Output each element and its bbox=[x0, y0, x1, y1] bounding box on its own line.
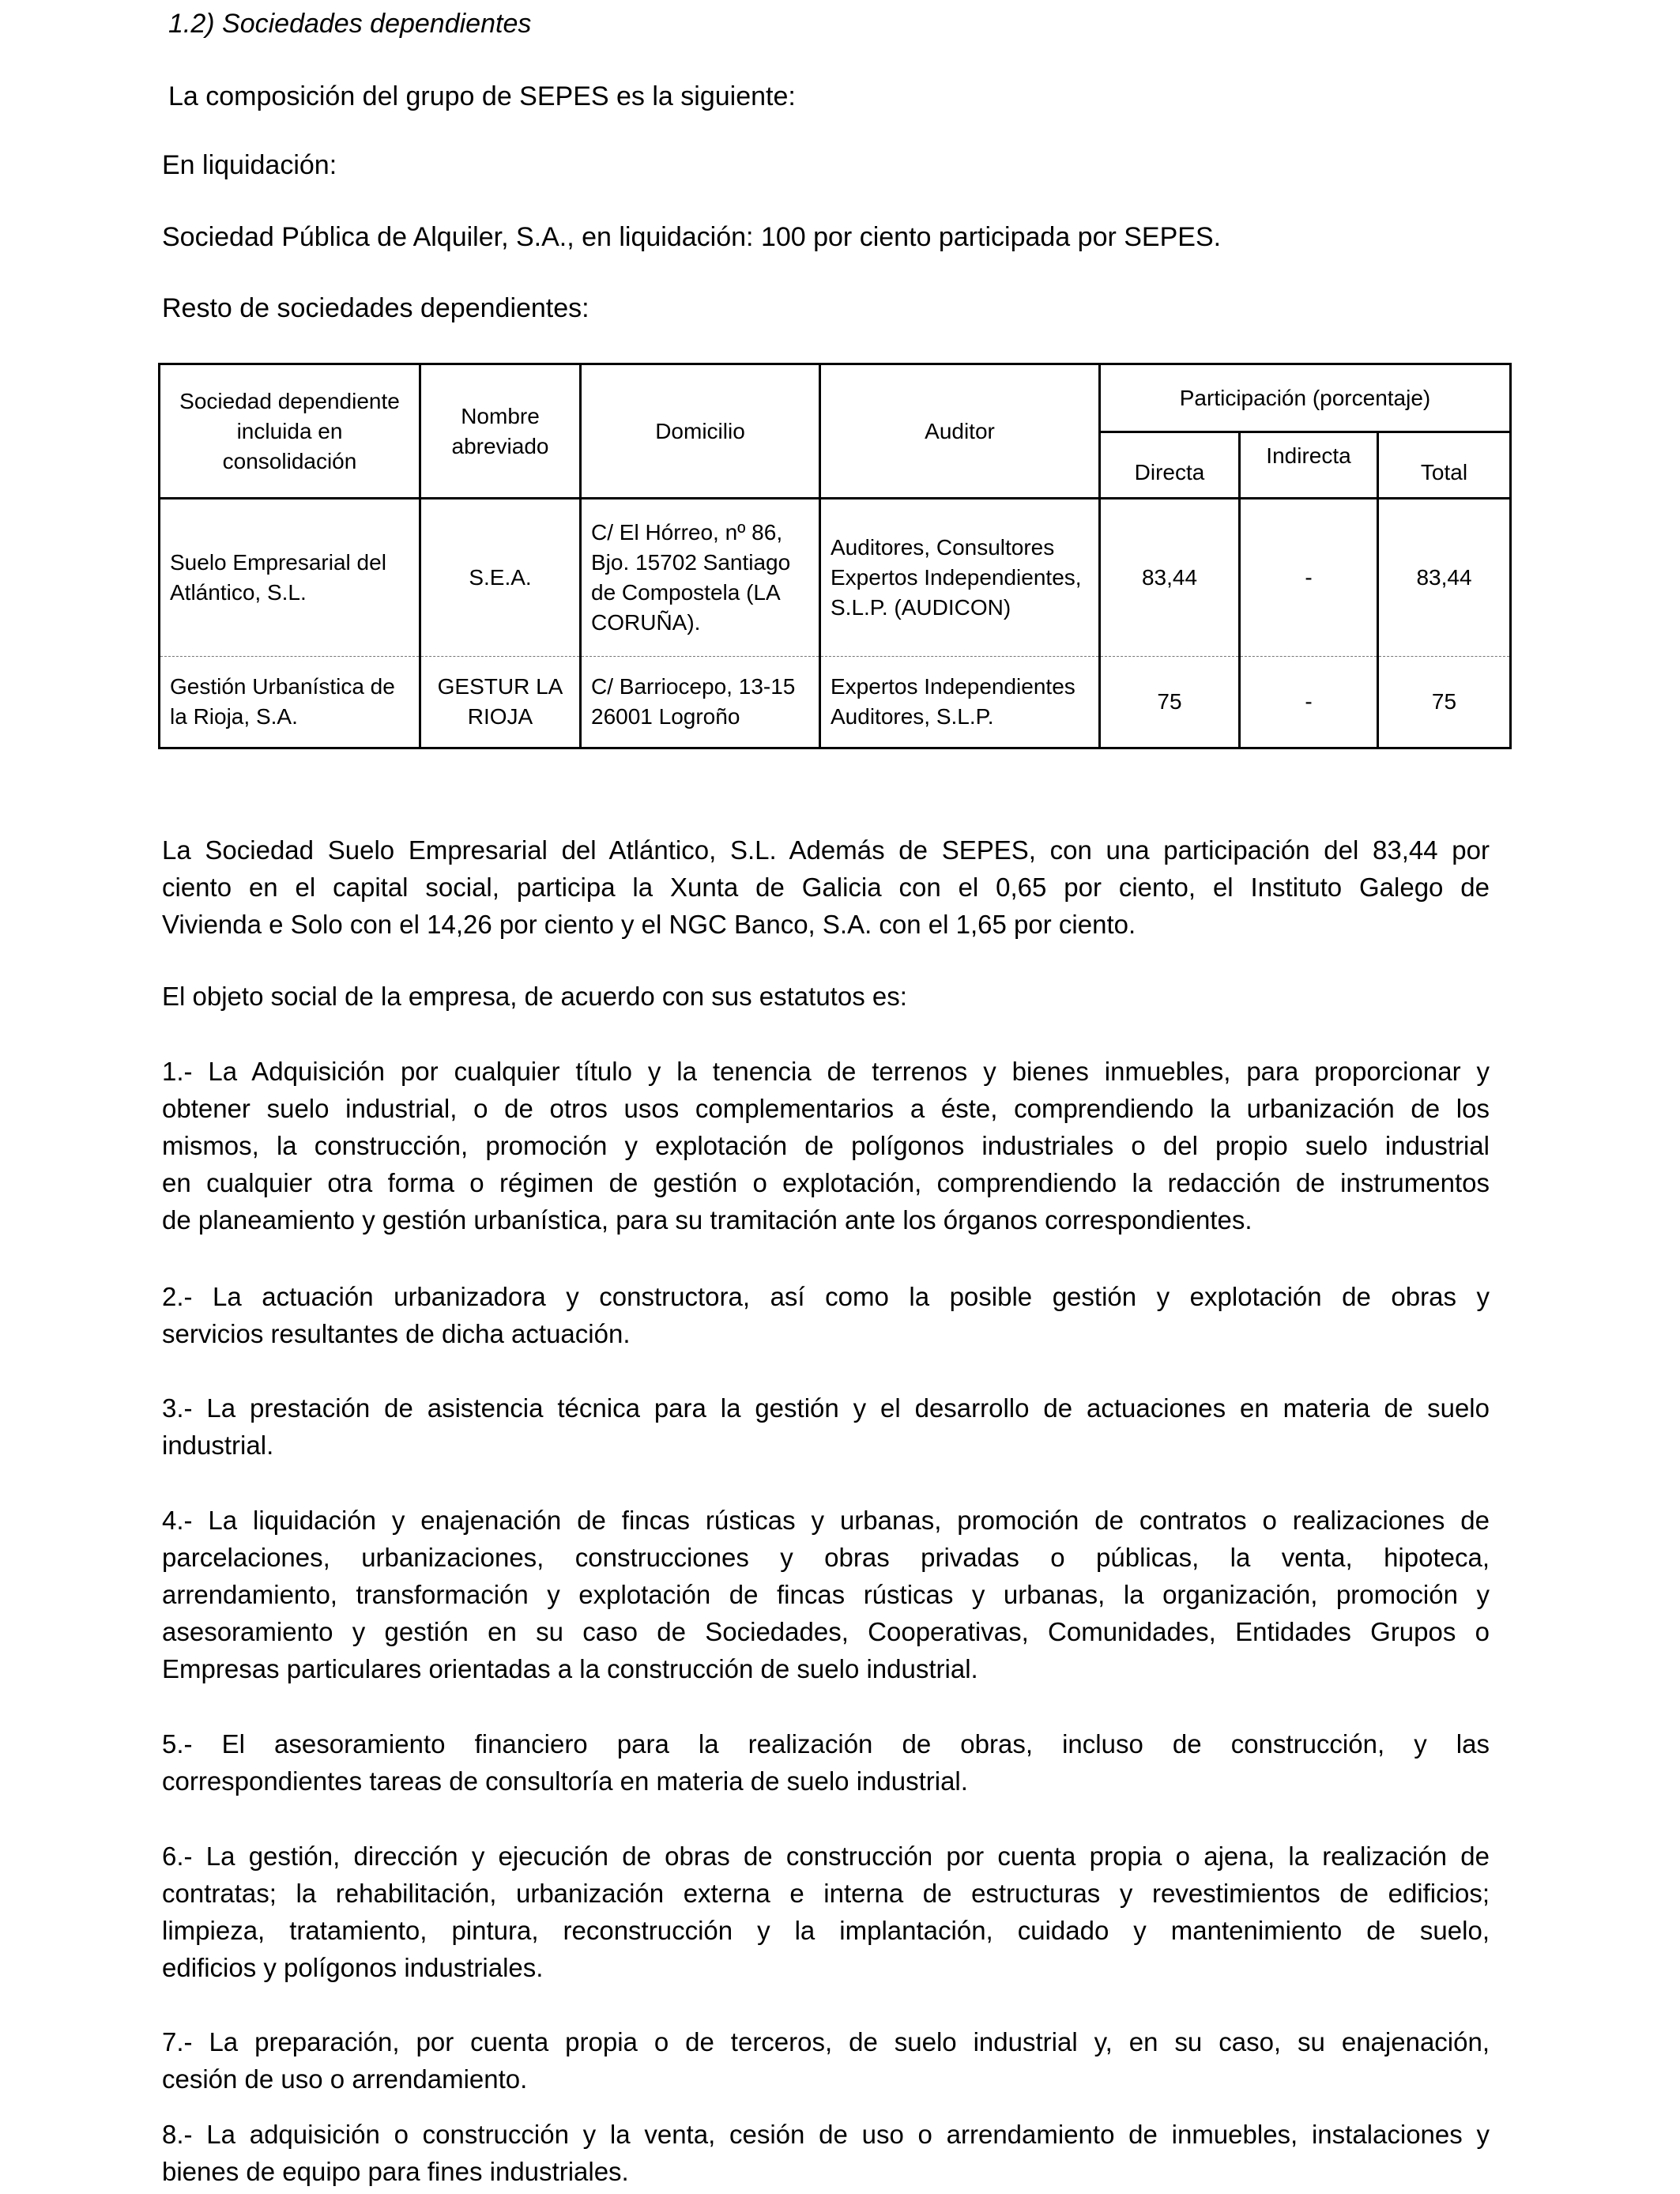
liquidation-label: En liquidación: bbox=[162, 150, 337, 180]
objeto-item-4 bbox=[162, 1502, 1490, 1687]
cell-domicilio: C/ El Hórreo, nº 86, Bjo. 15702 Santiago de Compostela (LA CORUÑA). bbox=[581, 499, 820, 657]
header-total: Total bbox=[1378, 432, 1511, 499]
subsidiaries-table bbox=[158, 363, 1512, 749]
cell-directa: 83,44 bbox=[1100, 499, 1240, 657]
paragraph-line: 3.- La prestación de asistencia técnica para la gestión y el desarrollo de actuaciones en materia de suelo bbox=[162, 1393, 1490, 1423]
cell-total: 83,44 bbox=[1378, 499, 1511, 657]
paragraph-line: ciento en el capital social, participa la Xunta de Galicia con el 0,65 por ciento, el Instituto Galego de bbox=[162, 873, 1490, 902]
paragraph-line: 2.- La actuación urbanizadora y constructora, así como la posible gestión y explotación de obras y bbox=[162, 1282, 1490, 1311]
cell-directa: 75 bbox=[1100, 657, 1240, 748]
paragraph-line: obtener suelo industrial, o de otros usos complementarios a éste, comprendiendo la urbanización de los bbox=[162, 1094, 1490, 1123]
paragraph-line: edificios y polígonos industriales. bbox=[162, 1953, 544, 1982]
objeto-item-2 bbox=[162, 1278, 1490, 1352]
paragraph-line: 6.- La gestión, dirección y ejecución de obras de construcción por cuenta propia o ajena, la realización de bbox=[162, 1842, 1490, 1871]
liquidation-text: Sociedad Pública de Alquiler, S.A., en liquidación: 100 por ciento participada por SEPES. bbox=[162, 222, 1222, 252]
cell-nombre: S.E.A. bbox=[420, 499, 581, 657]
paragraph-line: 7.- La preparación, por cuenta propia o de terceros, de suelo industrial y, en su caso, su enajenación, bbox=[162, 2027, 1490, 2056]
header-directa: Directa bbox=[1100, 432, 1240, 499]
paragraph-line: servicios resultantes de dicha actuación. bbox=[162, 1319, 631, 1348]
paragraph-line: de planeamiento y gestión urbanística, para su tramitación ante los órganos correspondientes. bbox=[162, 1205, 1252, 1235]
paragraph-line: industrial. bbox=[162, 1431, 274, 1460]
header-indirecta: Indirecta bbox=[1240, 432, 1378, 499]
objeto-item-3 bbox=[162, 1389, 1490, 1464]
cell-sociedad: Suelo Empresarial del Atlántico, S.L. bbox=[160, 499, 420, 657]
objeto-item-7 bbox=[162, 2023, 1490, 2098]
paragraph-line: 8.- La adquisición o construcción y la venta, cesión de uso o arrendamiento de inmuebles, instalaciones y bbox=[162, 2120, 1490, 2149]
table-row bbox=[160, 499, 1511, 657]
paragraph-line: La Sociedad Suelo Empresarial del Atlántico, S.L. Además de SEPES, con una participación del 83,44 por bbox=[162, 835, 1490, 865]
cell-total: 75 bbox=[1378, 657, 1511, 748]
cell-domicilio: C/ Barriocepo, 13-15 26001 Logroño bbox=[581, 657, 820, 748]
objeto-item-5 bbox=[162, 1725, 1490, 1800]
table-row bbox=[160, 657, 1511, 748]
paragraph-line: correspondientes tareas de consultoría en materia de suelo industrial. bbox=[162, 1766, 968, 1796]
paragraph-line: Vivienda e Solo con el 14,26 por ciento y el NGC Banco, S.A. con el 1,65 por ciento. bbox=[162, 910, 1136, 939]
paragraph-line: 4.- La liquidación y enajenación de fincas rústicas y urbanas, promoción de contratos o realizaciones de bbox=[162, 1506, 1490, 1535]
cell-indirecta: - bbox=[1240, 499, 1378, 657]
paragraph-line: limpieza, tratamiento, pintura, reconstrucción y la implantación, cuidado y mantenimiento de suelo, bbox=[162, 1916, 1490, 1945]
header-participacion: Participación (porcentaje) bbox=[1100, 364, 1511, 432]
objeto-item-6 bbox=[162, 1838, 1490, 1986]
paragraph-line: arrendamiento, transformación y explotación de fincas rústicas y urbanas, la organización, promoción y bbox=[162, 1580, 1490, 1609]
header-auditor: Auditor bbox=[820, 364, 1100, 499]
paragraph-line: contratas; la rehabilitación, urbanización externa e interna de estructuras y revestimientos de edificios; bbox=[162, 1879, 1490, 1908]
sea-participation-paragraph bbox=[162, 831, 1490, 943]
intro-text: La composición del grupo de SEPES es la siguiente: bbox=[168, 81, 796, 111]
objeto-item-1 bbox=[162, 1053, 1490, 1238]
cell-sociedad: Gestión Urbanística de la Rioja, S.A. bbox=[160, 657, 420, 748]
paragraph-line: Empresas particulares orientadas a la construcción de suelo industrial. bbox=[162, 1654, 978, 1683]
header-sociedad: Sociedad dependiente incluida en consolidación bbox=[160, 364, 420, 499]
paragraph-line: 5.- El asesoramiento financiero para la realización de obras, incluso de construcción, y las bbox=[162, 1729, 1490, 1759]
objeto-social-paragraph bbox=[162, 978, 1490, 1015]
header-nombre: Nombre abreviado bbox=[420, 364, 581, 499]
header-domicilio: Domicilio bbox=[581, 364, 820, 499]
paragraph-line: cesión de uso o arrendamiento. bbox=[162, 2064, 528, 2094]
objeto-item-8 bbox=[162, 2116, 1490, 2190]
section-heading: 1.2) Sociedades dependientes bbox=[168, 9, 532, 39]
paragraph-line: asesoramiento y gestión en su caso de Sociedades, Cooperativas, Comunidades, Entidades Grupos o bbox=[162, 1617, 1490, 1646]
paragraph-line: 1.- La Adquisición por cualquier título y la tenencia de terrenos y bienes inmuebles, para proporcionar y bbox=[162, 1057, 1490, 1086]
paragraph-line: El objeto social de la empresa, de acuerdo con sus estatutos es: bbox=[162, 982, 907, 1011]
paragraph-line: en cualquier otra forma o régimen de gestión o explotación, comprendiendo la redacción de instrumentos bbox=[162, 1168, 1490, 1197]
cell-nombre: GESTUR LA RIOJA bbox=[420, 657, 581, 748]
cell-auditor: Auditores, Consultores Expertos Independientes, S.L.P. (AUDICON) bbox=[820, 499, 1100, 657]
paragraph-line: parcelaciones, urbanizaciones, construcciones y obras privadas o públicas, la venta, hipoteca, bbox=[162, 1543, 1490, 1572]
paragraph-line: mismos, la construcción, promoción y explotación de polígonos industriales o del propio suelo industrial bbox=[162, 1131, 1490, 1160]
rest-label: Resto de sociedades dependientes: bbox=[162, 293, 590, 323]
cell-auditor: Expertos Independientes Auditores, S.L.P. bbox=[820, 657, 1100, 748]
cell-indirecta: - bbox=[1240, 657, 1378, 748]
paragraph-line: bienes de equipo para fines industriales. bbox=[162, 2157, 629, 2186]
